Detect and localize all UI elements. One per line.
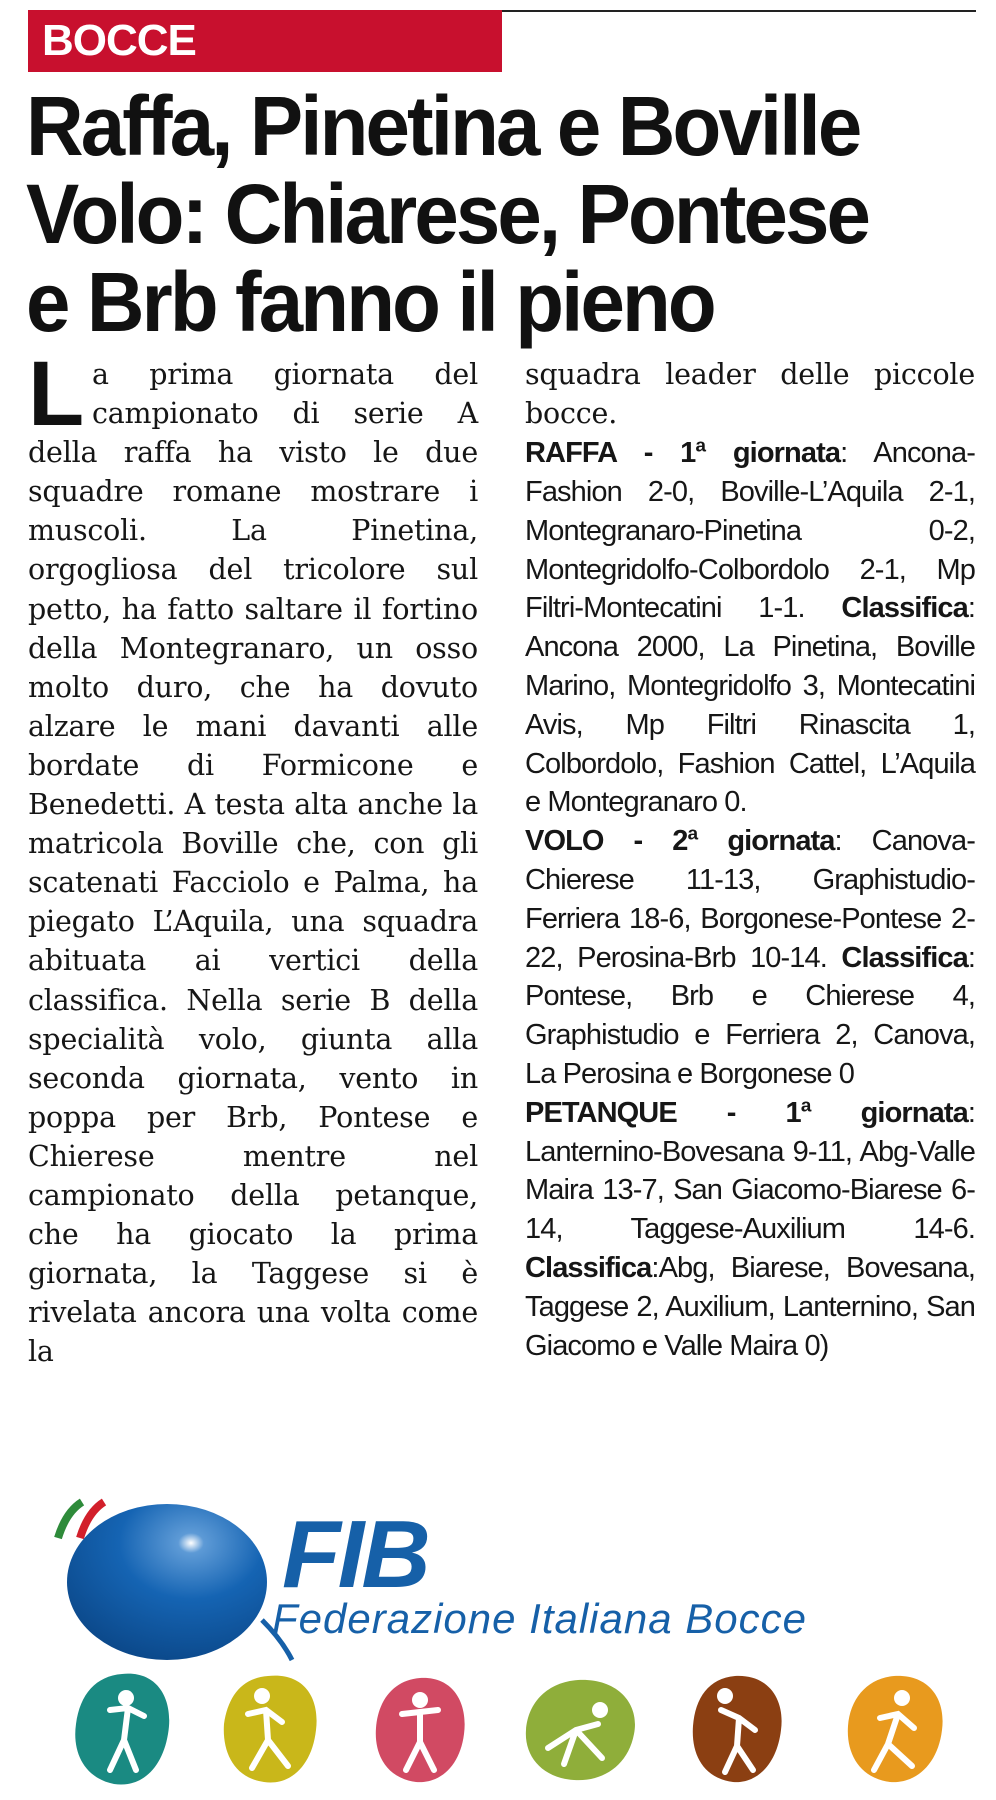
drop-cap: L — [28, 343, 84, 445]
petanque-standings: :Abg, Biarese, Bovesana, Taggese 2, Auxilium, Lanternino, San Giacomo e Valle Maira 0) — [525, 1251, 975, 1362]
petanque-results — [525, 1094, 975, 1366]
raffa-player-icon — [70, 1670, 175, 1790]
raffa-label: RAFFA - 1ª giornata — [525, 437, 841, 470]
volo-standings: : Pontese, Brb e Chierese 4, Graphistudio e Ferriera 2, Canova, La Perosina e Borgonese 0 — [525, 941, 975, 1090]
article-column-left — [28, 343, 478, 1371]
volo-player-icon — [218, 1670, 323, 1790]
fib-acronym: FIB — [282, 1501, 428, 1608]
petanque-standings-label: Classifica — [525, 1251, 652, 1284]
petanque-label: PETANQUE - 1ª giornata — [525, 1096, 968, 1129]
headline — [26, 79, 986, 349]
raffa-standings-label: Classifica — [841, 592, 968, 625]
headline-line-3: e Brb fanno il pieno — [26, 255, 714, 349]
volo-games: : Canova-Chierese 11-13, Graphistudio-Ferriera 18-6, Borgonese-Pontese 2-22, Perosina-Brb 10-14. — [525, 825, 975, 974]
raffa-games: : Ancona-Fashion 2-0, Boville-L’Aquila 2-1, Montegranaro-Pinetina 0-2, Montegridolfo-Colbordolo 2-1, Mp Filtri-Montecatini 1-1. — [525, 437, 975, 625]
pointer-player-icon — [518, 1670, 643, 1790]
bowler-player-icon — [840, 1670, 950, 1790]
article-body-left: a prima giornata del campionato di serie A della raffa ha visto le due squadre romane mostrare i muscoli. La Pinetina, orgogliosa del tricolore sul petto, ha fatto saltare il fortino della Montegranaro, un osso molto duro, che ha dovuto alzare le mani davanti alle bordate di Formicone e Benedetti. A testa alta anche la matricola Boville che, con gli scatenati Facciolo e Palma, ha piegato L’Aquila, una squadra abituata ai vertici della classifica. Nella serie B della specialità volo, giunta alla seconda giornata, vento in poppa per Brb, Pontese e Chierese mentre nel campionato della petanque, che ha giocato la prima giornata, la Taggese si è rivelata ancora una volta come la — [28, 358, 478, 1369]
raffa-results — [525, 434, 975, 822]
fib-full-name: Federazione Italiana Bocce — [272, 1595, 807, 1642]
article-column-right — [525, 355, 975, 1365]
section-tag: BOCCE — [28, 10, 502, 72]
fib-ball-logo-icon — [52, 1490, 302, 1665]
sport-icons-row — [70, 1670, 970, 1795]
volo-standings-label: Classifica — [841, 941, 968, 974]
petanque-player-icon — [368, 1670, 473, 1790]
results-block — [525, 434, 975, 1365]
headline-line-2: Volo: Chiarese, Pontese — [26, 167, 869, 261]
volo-label: VOLO - 2ª giornata — [525, 825, 835, 858]
petanque-games: : Lanternino-Bovesana 9-11, Abg-Valle Maira 13-7, San Giacomo-Biarese 6-14, Taggese-Auxilium 14-6. — [525, 1096, 975, 1246]
headline-line-1: Raffa, Pinetina e Boville — [26, 79, 860, 173]
volo-results — [525, 822, 975, 1094]
article-body-right: squadra leader delle piccole bocce. — [525, 358, 975, 431]
raffa-standings: : Ancona 2000, La Pinetina, Boville Marino, Montegridolfo 3, Montecatini Avis, Mp Filtri Rinascita 1, Colbordolo, Fashion Cattel, L’Aquila e Montegranaro 0. — [525, 592, 975, 819]
thrower-player-icon — [685, 1670, 790, 1790]
